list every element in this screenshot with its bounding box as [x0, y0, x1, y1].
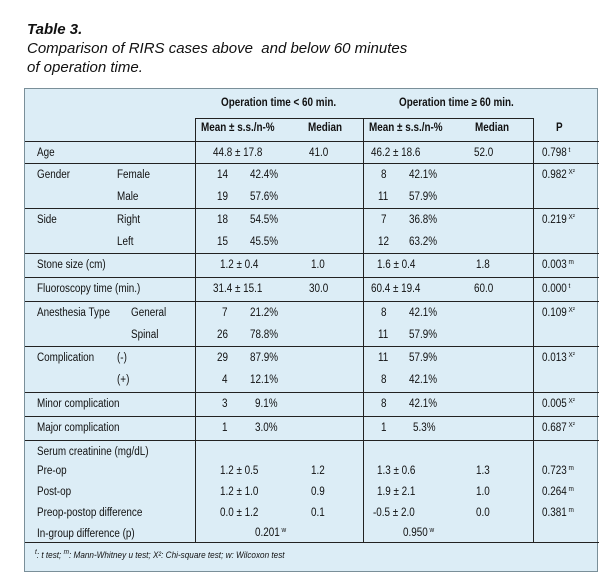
sub-label-positive: (+) — [117, 374, 130, 386]
cell-p-value: 0.219 $^{X^2}$ — [542, 212, 575, 226]
cell-count: 19 — [217, 191, 229, 203]
rule-under-group-headers — [195, 118, 533, 119]
cell-median: 1.0 — [311, 259, 325, 271]
row-label-complication: Complication — [37, 352, 95, 364]
cell-in-group-p: 0.201 $^w$ — [255, 525, 287, 539]
row-label-pre-op: Pre-op — [37, 465, 67, 477]
row-label-fluoroscopy: Fluoroscopy time (min.) — [37, 283, 141, 295]
cell-median: 1.3 — [476, 465, 490, 477]
cell-mean: 60.4 ± 19.4 — [371, 283, 421, 295]
cell-median: 0.0 — [476, 507, 490, 519]
cell-count: 8 — [381, 374, 387, 386]
rule-above-footnote — [25, 542, 599, 543]
cell-p-value: 0.005 $^{X^2}$ — [542, 396, 575, 410]
column-divider — [195, 118, 196, 542]
cell-mean: 0.0 ± 1.2 — [220, 507, 259, 519]
cell-percent: 78.8% — [250, 329, 279, 341]
cell-p-value: 0.013 $^{X^2}$ — [542, 350, 575, 364]
group-header-under-60: Operation time < 60 min. — [221, 97, 337, 109]
cell-mean: 1.2 ± 0.5 — [220, 465, 259, 477]
cell-count: 26 — [217, 329, 229, 341]
cell-p-value: 0.982 $^{X^2}$ — [542, 167, 575, 181]
cell-count: 12 — [378, 236, 390, 248]
cell-count: 11 — [378, 329, 389, 341]
cell-count: 11 — [378, 352, 389, 364]
row-divider — [25, 163, 599, 164]
cell-median: 1.2 — [311, 465, 325, 477]
cell-count: 7 — [222, 307, 228, 319]
cell-count: 14 — [217, 169, 229, 181]
row-label-gender: Gender — [37, 169, 70, 181]
col-header-mean-under-60: Mean ± s.s./n-% — [201, 122, 275, 134]
cell-percent: 87.9% — [250, 352, 279, 364]
cell-p-value: 0.381 $^m$ — [542, 505, 574, 519]
cell-percent: 21.2% — [250, 307, 279, 319]
cell-percent: 12.1% — [250, 374, 279, 386]
cell-median: 52.0 — [474, 147, 494, 159]
cell-percent: 45.5% — [250, 236, 279, 248]
cell-percent: 5.3% — [413, 422, 436, 434]
data-table — [24, 88, 598, 572]
cell-p-value: 0.723 $^m$ — [542, 463, 574, 477]
cell-median: 0.1 — [311, 507, 325, 519]
row-divider — [25, 208, 599, 209]
cell-mean: 1.2 ± 0.4 — [220, 259, 259, 271]
cell-percent: 63.2% — [409, 236, 438, 248]
cell-mean: 1.9 ± 2.1 — [377, 486, 416, 498]
cell-in-group-p: 0.950 $^w$ — [403, 525, 435, 539]
column-divider — [363, 118, 364, 542]
col-header-p: P — [556, 122, 563, 134]
row-label-preop-postop-difference: Preop-postop difference — [37, 507, 143, 519]
cell-p-value: 0.687 $^{X^2}$ — [542, 420, 575, 434]
cell-mean: 1.3 ± 0.6 — [377, 465, 416, 477]
row-label-stone-size: Stone size (cm) — [37, 259, 106, 271]
col-header-median-over-60: Median — [475, 122, 510, 134]
sub-label-negative: (-) — [117, 352, 127, 364]
row-divider — [25, 392, 599, 393]
cell-p-value: 0.000 $^t$ — [542, 281, 571, 295]
cell-count: 29 — [217, 352, 229, 364]
row-divider — [25, 416, 599, 417]
cell-p-value: 0.003 $^m$ — [542, 257, 574, 271]
cell-mean: 44.8 ± 17.8 — [213, 147, 263, 159]
cell-mean: 46.2 ± 18.6 — [371, 147, 421, 159]
sub-label-general: General — [131, 307, 167, 319]
cell-count: 3 — [222, 398, 228, 410]
col-header-median-under-60: Median — [308, 122, 343, 134]
cell-percent: 54.5% — [250, 214, 279, 226]
table-footnote: $^t$: t test; $^m$: Mann-Whitney u test; X²: Chi-square test; w: Wilcoxon test — [35, 547, 285, 561]
row-divider — [25, 301, 599, 302]
cell-median: 0.9 — [311, 486, 325, 498]
row-label-side: Side — [37, 214, 57, 226]
cell-percent: 57.9% — [409, 191, 438, 203]
cell-percent: 3.0% — [255, 422, 278, 434]
cell-percent: 36.8% — [409, 214, 438, 226]
col-header-mean-over-60: Mean ± s.s./n-% — [369, 122, 443, 134]
cell-p-value: 0.798 $^t$ — [542, 145, 571, 159]
cell-count: 4 — [222, 374, 228, 386]
sub-label-female: Female — [117, 169, 150, 181]
cell-percent: 57.9% — [409, 352, 438, 364]
cell-count: 11 — [378, 191, 389, 203]
sub-label-male: Male — [117, 191, 139, 203]
cell-median: 60.0 — [474, 283, 494, 295]
cell-p-value: 0.109 $^{X^2}$ — [542, 305, 575, 319]
cell-count: 18 — [217, 214, 229, 226]
group-header-over-60: Operation time ≥ 60 min. — [399, 97, 514, 109]
row-label-age: Age — [37, 147, 55, 159]
row-label-serum-creatinine: Serum creatinine (mg/dL) — [37, 446, 149, 458]
row-label-anesthesia: Anesthesia Type — [37, 307, 110, 319]
table-subtitle-line2: of operation time. — [27, 59, 143, 76]
row-divider — [25, 277, 599, 278]
cell-count: 7 — [381, 214, 387, 226]
cell-mean: 31.4 ± 15.1 — [213, 283, 263, 295]
table-subtitle-line1: Comparison of RIRS cases above and below 60 minutes — [27, 40, 408, 57]
cell-percent: 57.9% — [409, 329, 438, 341]
cell-percent: 42.1% — [409, 169, 438, 181]
cell-percent: 9.1% — [255, 398, 278, 410]
cell-percent: 42.1% — [409, 307, 438, 319]
row-label-major-complication: Major complication — [37, 422, 120, 434]
cell-median: 30.0 — [309, 283, 329, 295]
cell-count: 15 — [217, 236, 229, 248]
table-caption — [27, 20, 607, 77]
cell-count: 8 — [381, 398, 387, 410]
sub-label-left: Left — [117, 236, 134, 248]
sub-label-right: Right — [117, 214, 141, 226]
row-divider — [25, 440, 599, 441]
cell-mean: 1.2 ± 1.0 — [220, 486, 259, 498]
row-divider — [25, 346, 599, 347]
cell-count: 1 — [381, 422, 387, 434]
cell-count: 8 — [381, 169, 387, 181]
cell-percent: 42.4% — [250, 169, 279, 181]
cell-median: 41.0 — [309, 147, 329, 159]
cell-count: 8 — [381, 307, 387, 319]
cell-median: 1.8 — [476, 259, 490, 271]
cell-percent: 42.1% — [409, 398, 438, 410]
cell-mean: 1.6 ± 0.4 — [377, 259, 416, 271]
cell-p-value: 0.264 $^m$ — [542, 484, 574, 498]
cell-count: 1 — [222, 422, 228, 434]
sub-label-spinal: Spinal — [131, 329, 159, 341]
row-label-post-op: Post-op — [37, 486, 72, 498]
cell-percent: 42.1% — [409, 374, 438, 386]
row-label-in-group-difference: In-group difference (p) — [37, 528, 135, 540]
cell-median: 1.0 — [476, 486, 490, 498]
rule-under-column-headers — [25, 141, 599, 142]
row-divider — [25, 253, 599, 254]
column-divider — [533, 118, 534, 542]
cell-percent: 57.6% — [250, 191, 279, 203]
cell-mean: -0.5 ± 2.0 — [373, 507, 415, 519]
table-title: Table 3. — [27, 21, 83, 38]
row-label-minor-complication: Minor complication — [37, 398, 120, 410]
